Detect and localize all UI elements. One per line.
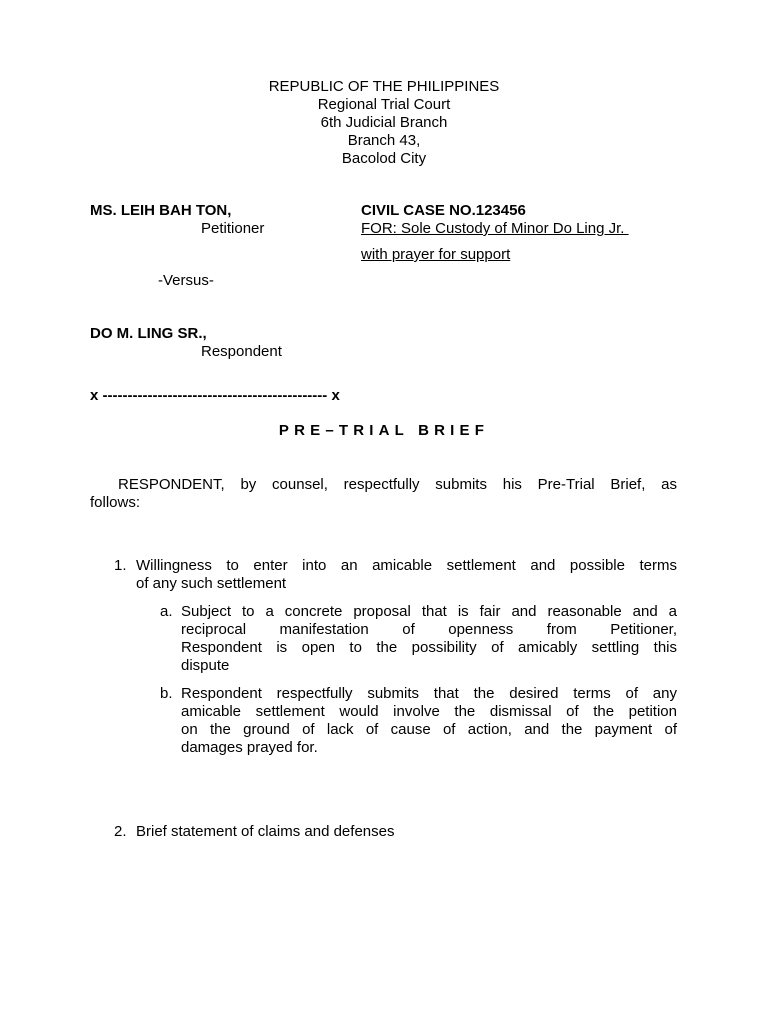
item-1-number: 1. <box>114 557 127 574</box>
petitioner-role: Petitioner <box>201 220 265 237</box>
item-1b-line-1: Respondent respectfully submits that the desired terms of any <box>181 685 677 702</box>
document-title: PRE–TRIAL BRIEF <box>278 422 490 439</box>
intro-line-1: RESPONDENT, by counsel, respectfully submits his Pre-Trial Brief, as <box>118 476 677 493</box>
item-2-text: Brief statement of claims and defenses <box>136 823 395 840</box>
case-for-line: FOR: Sole Custody of Minor Do Ling Jr. <box>361 220 629 237</box>
caption-divider: x --------------------------------------------- x <box>90 387 340 404</box>
court-header-branch: Branch 43, <box>347 132 421 149</box>
item-1a-text <box>181 603 677 675</box>
item-1a-line-4: dispute <box>181 657 230 674</box>
item-1-line-2: of any such settlement <box>136 575 287 592</box>
item-1b-text <box>181 685 677 757</box>
respondent-role: Respondent <box>201 343 282 360</box>
court-header-judicial: 6th Judicial Branch <box>320 114 448 131</box>
item-1a-line-2: reciprocal manifestation of openness from Petitioner, <box>181 621 677 638</box>
item-2-number: 2. <box>114 823 127 840</box>
court-header-republic: REPUBLIC OF THE PHILIPPINES <box>268 78 500 95</box>
court-header-city: Bacolod City <box>341 150 427 167</box>
case-number: CIVIL CASE NO.123456 <box>361 202 526 219</box>
versus-label: -Versus- <box>158 272 214 289</box>
petitioner-name: MS. LEIH BAH TON, <box>90 202 232 219</box>
court-header-court: Regional Trial Court <box>317 96 451 113</box>
intro-paragraph <box>90 476 677 512</box>
item-1b-line-3: on the ground of lack of cause of action, and the payment of <box>181 721 677 738</box>
item-1-line-1: Willingness to enter into an amicable settlement and possible terms <box>136 557 677 574</box>
item-1b-letter: b. <box>160 685 173 702</box>
item-1a-line-3: Respondent is open to the possibility of amicably settling this <box>181 639 677 656</box>
item-1-text <box>136 557 677 593</box>
intro-line-2: follows: <box>90 494 141 511</box>
item-1a-letter: a. <box>160 603 173 620</box>
respondent-name: DO M. LING SR., <box>90 325 207 342</box>
item-1a-line-1: Subject to a concrete proposal that is fair and reasonable and a <box>181 603 677 620</box>
item-1b-line-2: amicable settlement would involve the dismissal of the petition <box>181 703 677 720</box>
item-1b-line-4: damages prayed for. <box>181 739 318 756</box>
case-prayer-line: with prayer for support <box>361 246 511 263</box>
